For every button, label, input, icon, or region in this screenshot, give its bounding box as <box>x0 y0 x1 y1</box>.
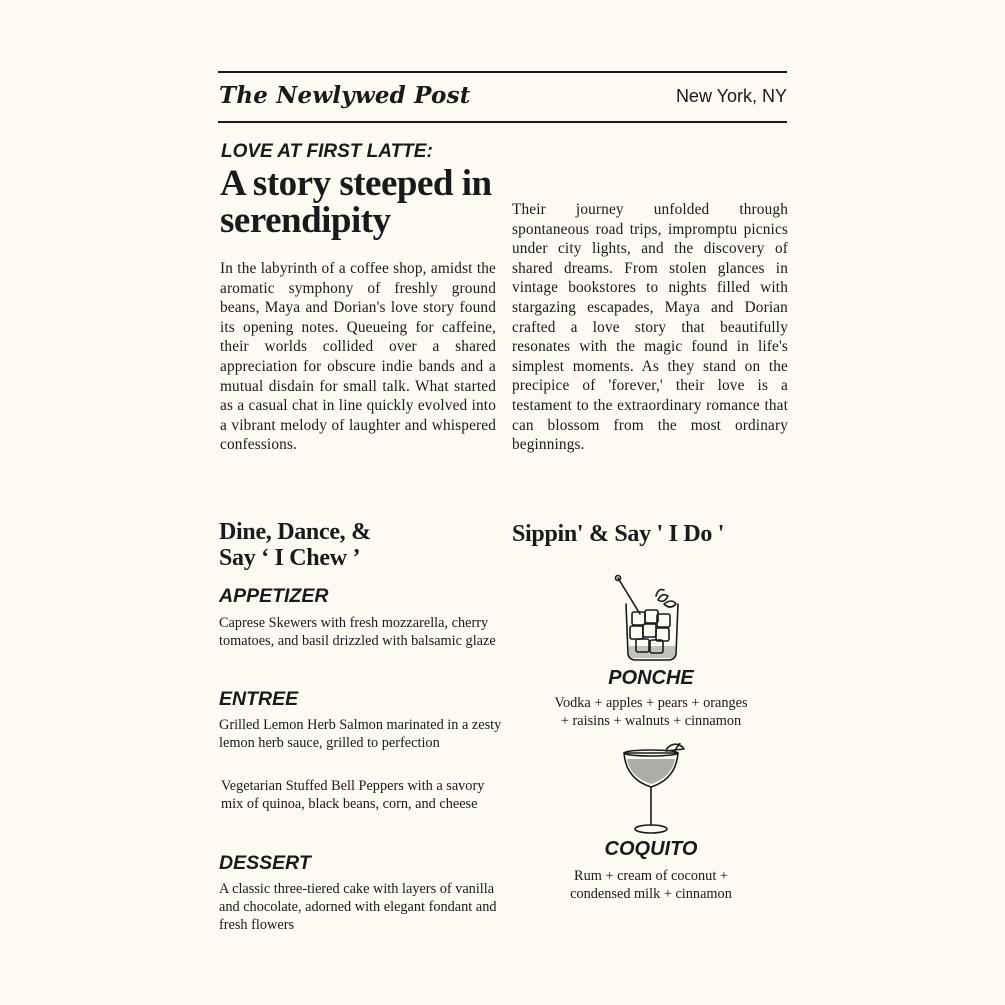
entree-heading: ENTREE <box>219 688 299 710</box>
entree-description-2: Vegetarian Stuffed Bell Peppers with a savory mix of quinoa, black beans, corn, and cheese <box>221 778 485 812</box>
story-headline: A story steeped in serendipity <box>220 163 492 241</box>
appetizer-heading: APPETIZER <box>219 585 329 607</box>
masthead-top-rule <box>218 71 787 73</box>
menu-heading <box>219 519 459 571</box>
dessert-description: A classic three-tiered cake with layers of vanilla and chocolate, adorned with elegant fondant and fresh flowers <box>219 881 497 933</box>
entree-description-1: Grilled Lemon Herb Salmon marinated in a zesty lemon herb sauce, grilled to perfection <box>219 717 502 751</box>
punch-glass-icon <box>612 574 688 664</box>
story-kicker: LOVE AT FIRST LATTE: <box>221 141 433 162</box>
newspaper-name: The Newlywed Post <box>219 82 471 109</box>
ponche-ingredients <box>520 694 782 730</box>
story-paragraph-2: Their journey unfolded through spontaneous road trips, impromptu picnics under city lights, and the discovery of shared dreams. From stolen glances in vintage bookstores to nights filled with stargazing escapades, Maya and Dorian crafted a love story that beautifully resonates with the magic found in life's simplest moments. As they stand on the precipice of 'forever,' their love is a testament to the extraordinary romance that can blossom from the most ordinary beginnings. <box>512 201 788 454</box>
dessert-heading: DESSERT <box>219 852 311 874</box>
drinks-heading: Sippin' & Say ' I Do ' <box>512 521 725 547</box>
coquito-ingredients-line-2: condensed milk + cinnamon <box>570 886 732 902</box>
menu-heading-line-2: Say ‘ I Chew ’ <box>219 545 361 571</box>
menu-heading-line-1: Dine, Dance, & <box>219 519 371 545</box>
story-paragraph-1: In the labyrinth of a coffee shop, amidst the aromatic symphony of freshly ground beans, Maya and Dorian's love story found its opening notes. Queueing for caffeine, their worlds collided over a shared appreciation for obscure indie bands and a mutual disdain for small talk. What started as a casual chat in line quickly evolved into a vibrant melody of laughter and whispered confessions. <box>220 260 496 454</box>
appetizer-description: Caprese Skewers with fresh mozzarella, cherry tomatoes, and basil drizzled with balsamic glaze <box>219 615 496 649</box>
ponche-ingredients-line-2: + raisins + walnuts + cinnamon <box>560 713 742 729</box>
coquito-ingredients <box>520 867 782 903</box>
ponche-title: PONCHE <box>608 667 694 689</box>
masthead-bottom-rule <box>218 121 787 123</box>
martini-glass-icon <box>618 743 690 837</box>
coquito-title: COQUITO <box>604 838 698 860</box>
ponche-ingredients-line-1: Vodka + apples + pears + oranges <box>554 695 748 711</box>
coquito-ingredients-line-1: Rum + cream of coconut + <box>574 868 728 884</box>
newspaper-location: New York, NY <box>675 86 787 106</box>
